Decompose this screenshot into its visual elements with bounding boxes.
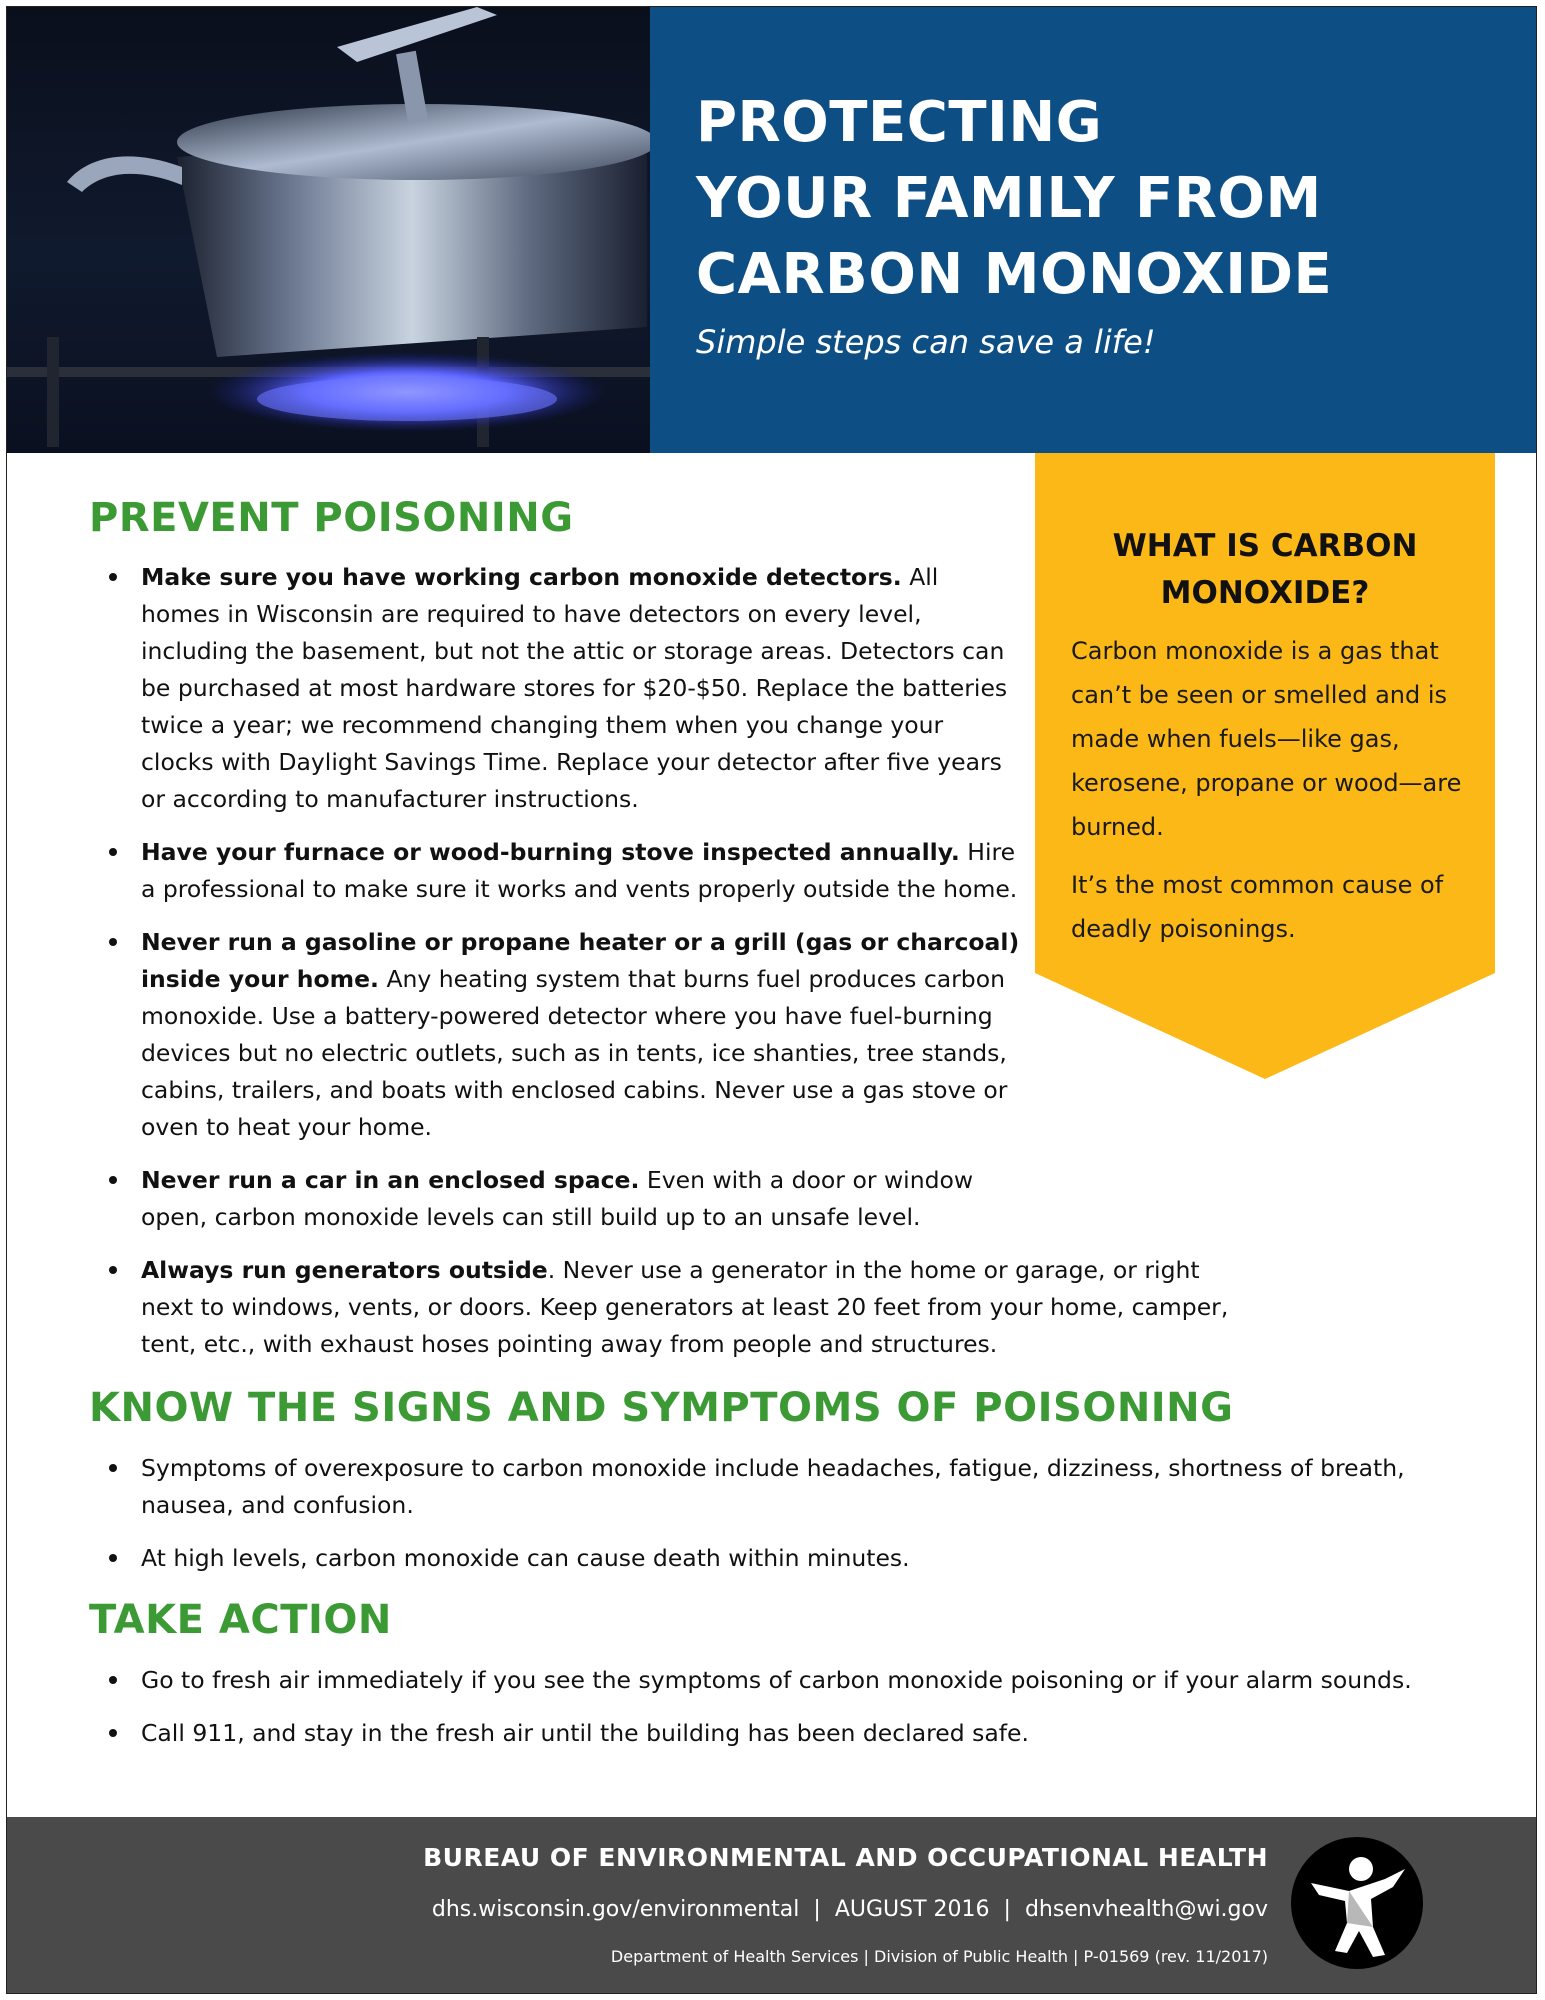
bullet-icon	[109, 938, 117, 946]
person-figure-logo-icon	[1289, 1835, 1425, 1971]
hero-stove-photo	[7, 7, 650, 453]
footer-bureau-name: BUREAU OF ENVIRONMENTAL AND OCCUPATIONAL HEALTH	[423, 1843, 1268, 1872]
title-banner	[650, 7, 1537, 453]
bullet-icon	[109, 573, 117, 581]
action-heading: TAKE ACTION	[89, 1597, 392, 1643]
callout-title-line-1: WHAT IS CARBON	[1112, 528, 1418, 564]
footer-department: Department of Health Services | Division of Public Health | P-01569 (rev. 11/2017)	[610, 1947, 1268, 1966]
callout-title	[1035, 523, 1495, 617]
list-item-text: At high levels, carbon monoxide can cause death within minutes.	[141, 1544, 910, 1572]
symptoms-list	[89, 1450, 1469, 1593]
list-item	[89, 1715, 1489, 1752]
list-item-text: . Never use a generator in the home or garage, or right next to windows, vents, or doors. Keep generators at least 20 feet from your home, camper, tent, etc., with exhaust hoses pointing away from people and structures.	[141, 1256, 1229, 1358]
bullet-icon	[109, 1464, 117, 1472]
gas-stove-pot-icon	[7, 7, 650, 453]
footer-contact-line	[432, 1897, 1268, 1922]
list-item	[89, 1662, 1489, 1699]
footer-email-link[interactable]: dhsenvhealth@wi.gov	[1024, 1897, 1268, 1922]
list-item-bold: Make sure you have working carbon monoxide detectors.	[141, 563, 902, 591]
list-item-text: Even with a door or window open, carbon monoxide levels can still build up to an unsafe level.	[141, 1166, 974, 1231]
list-item-text: All homes in Wisconsin are required to have detectors on every level, including the basement, but not the attic or storage areas. Detectors can be purchased at most hardware stores for $20-$50. Replace the batteries twice a year; we recommend changing them when you change your clocks with Daylight Savings Time. Replace your detector after five years or according to manufacturer instructions.	[141, 563, 1008, 813]
list-item-bold: Have your furnace or wood-burning stove inspected annually.	[141, 838, 960, 866]
prevent-list	[89, 559, 1229, 1379]
footer-date: AUGUST 2016	[834, 1897, 990, 1922]
title-line-1: PROTECTING	[696, 90, 1103, 155]
list-item-text: Hire a professional to make sure it works and vents properly outside the home.	[141, 838, 1018, 903]
bullet-icon	[109, 848, 117, 856]
list-item-bold: Never run a car in an enclosed space.	[141, 1166, 640, 1194]
page-subtitle: Simple steps can save a life!	[696, 323, 1156, 361]
page	[6, 6, 1537, 1994]
list-item	[89, 924, 1021, 1146]
bullet-icon	[109, 1554, 117, 1562]
list-item	[89, 1162, 1021, 1236]
callout-paragraph-2: It’s the most common cause of deadly poisonings.	[1071, 871, 1444, 943]
list-item	[89, 559, 1021, 818]
list-item-bold: Always run generators outside	[141, 1256, 548, 1284]
list-item	[89, 1450, 1469, 1524]
bullet-icon	[109, 1729, 117, 1737]
list-item-text: Call 911, and stay in the fresh air until the building has been declared safe.	[141, 1719, 1029, 1747]
title-line-2: YOUR FAMILY FROM	[696, 166, 1322, 231]
list-item-text: Go to fresh air immediately if you see the symptoms of carbon monoxide poisoning or if your alarm sounds.	[141, 1666, 1412, 1694]
list-item	[89, 834, 1021, 908]
list-item	[89, 1252, 1241, 1363]
prevent-heading: PREVENT POISONING	[89, 495, 574, 541]
footer	[7, 1817, 1537, 1994]
page-title	[696, 85, 1332, 313]
title-line-3: CARBON MONOXIDE	[696, 242, 1333, 307]
what-is-co-callout	[1035, 453, 1495, 1079]
callout-title-line-2: MONOXIDE?	[1160, 575, 1370, 611]
bullet-icon	[109, 1676, 117, 1684]
list-item-text: Symptoms of overexposure to carbon monoxide include headaches, fatigue, dizziness, shortness of breath, nausea, and confusion.	[141, 1454, 1405, 1519]
footer-separator: |	[1003, 1897, 1011, 1922]
symptoms-heading: KNOW THE SIGNS AND SYMPTOMS OF POISONING	[89, 1385, 1234, 1431]
action-list	[89, 1662, 1489, 1768]
bullet-icon	[109, 1176, 117, 1184]
footer-website-link[interactable]: dhs.wisconsin.gov/environmental	[431, 1897, 800, 1922]
footer-separator: |	[813, 1897, 821, 1922]
bullet-icon	[109, 1266, 117, 1274]
callout-paragraph-1: Carbon monoxide is a gas that can’t be seen or smelled and is made when fuels—like gas, kerosene, propane or wood—are burned.	[1071, 637, 1462, 841]
list-item-text: Any heating system that burns fuel produces carbon monoxide. Use a battery-powered detector where you have fuel-burning devices but no electric outlets, such as in tents, ice shanties, tree stands, cabins, trailers, and boats with enclosed cabins. Never use a gas stove or oven to heat your home.	[141, 965, 1008, 1141]
list-item-bold: Never run a gasoline or propane heater or a grill (gas or charcoal) inside your home.	[141, 928, 1020, 993]
list-item	[89, 1540, 1469, 1577]
